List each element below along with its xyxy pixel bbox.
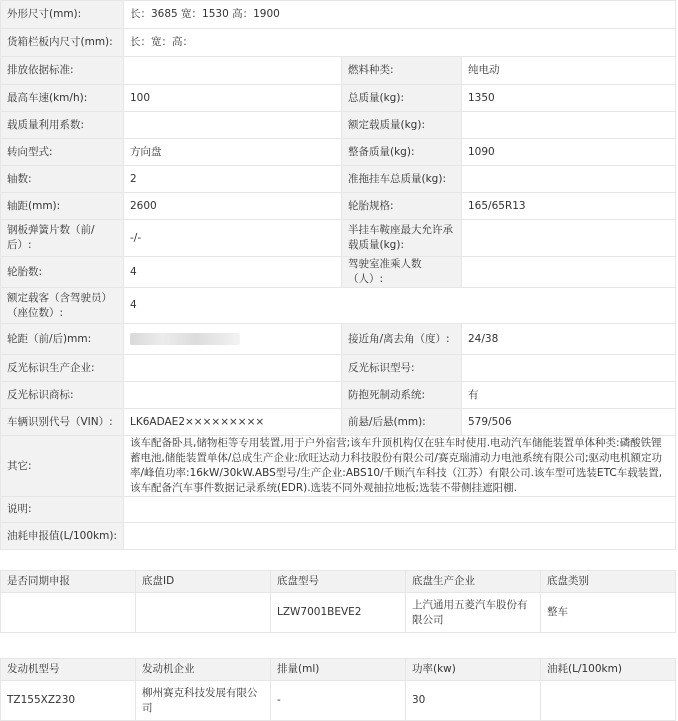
spec-row xyxy=(1,139,676,166)
spec-label: 总质量(kg): xyxy=(342,85,462,112)
spec-row xyxy=(1,112,676,139)
spec-label: 轮距（前/后)mm: xyxy=(1,324,124,355)
spec-row xyxy=(1,1,676,29)
engine-header: 功率(kw) xyxy=(406,659,541,681)
spec-value: 2 xyxy=(124,166,342,193)
engine-header: 发动机企业 xyxy=(136,659,271,681)
chassis-cell: 上汽通用五菱汽车股份有限公司 xyxy=(406,593,541,633)
spec-value xyxy=(462,257,676,288)
spec-value: 4 xyxy=(124,257,342,288)
spec-value: 1350 xyxy=(462,85,676,112)
spec-label: 外形尺寸(mm): xyxy=(1,1,124,29)
spec-value xyxy=(462,220,676,257)
spec-row xyxy=(1,497,676,523)
spec-value: 100 xyxy=(124,85,342,112)
spec-label: 排放依据标准: xyxy=(1,57,124,85)
spec-row xyxy=(1,523,676,550)
engine-table xyxy=(0,658,676,721)
engine-header: 油耗(L/100km) xyxy=(541,659,676,681)
engine-data-row xyxy=(1,681,676,721)
spec-label: 最高车速(km/h): xyxy=(1,85,124,112)
spec-value: 该车配备卧具,储物柜等专用装置,用于户外宿营;该车升顶机构仅在驻车时使用.电动汽车储能装置单体种类:磷酸铁锂蓄电池,储能装置单体/总成生产企业:欣旺达动力科技股份有限公司/赛克瑞浦动力电池系统有限公司;驱动电机额定功率/峰值功率:16kW/30kW.ABS型号/生产企业:ABS10/千顾汽车科技（江苏）有限公司.该车型可选装ETC车载装置,该车配备汽车事件数据记录系统(EDR).选装不同外观抽拉地板;选装不带侧挂遮阳棚. xyxy=(124,436,676,497)
spec-label: 轮胎规格: xyxy=(342,193,462,220)
spec-label: 接近角/离去角（度）: xyxy=(342,324,462,355)
chassis-header: 底盘生产企业 xyxy=(406,571,541,593)
spec-value xyxy=(462,112,676,139)
spec-label: 防抱死制动系统: xyxy=(342,382,462,409)
spec-value: LK6ADAE2××××××××× xyxy=(124,409,342,436)
engine-cell: TZ155XZ230 xyxy=(1,681,136,721)
spec-label: 说明: xyxy=(1,497,124,523)
spec-label: 油耗申报值(L/100km): xyxy=(1,523,124,550)
spec-row xyxy=(1,288,676,324)
spec-value: 1090 xyxy=(462,139,676,166)
chassis-header: 底盘型号 xyxy=(271,571,406,593)
spec-value xyxy=(124,324,342,355)
spec-value: -/- xyxy=(124,220,342,257)
spec-row xyxy=(1,220,676,257)
engine-header-row xyxy=(1,659,676,681)
redacted-value xyxy=(130,333,240,345)
engine-cell: - xyxy=(271,681,406,721)
spec-label: 轴距(mm): xyxy=(1,193,124,220)
spec-label: 钢板弹簧片数（前/后）: xyxy=(1,220,124,257)
spec-row xyxy=(1,382,676,409)
spec-row xyxy=(1,436,676,497)
chassis-header: 是否同期申报 xyxy=(1,571,136,593)
spec-value xyxy=(124,355,342,382)
spec-row xyxy=(1,85,676,112)
chassis-data-row xyxy=(1,593,676,633)
spec-value xyxy=(462,166,676,193)
spec-label: 半挂车鞍座最大允许承载质量(kg): xyxy=(342,220,462,257)
spec-label: 其它: xyxy=(1,436,124,497)
spec-value: 165/65R13 xyxy=(462,193,676,220)
spec-label: 前悬/后悬(mm): xyxy=(342,409,462,436)
chassis-table xyxy=(0,570,676,633)
engine-cell: 柳州赛克科技发展有限公司 xyxy=(136,681,271,721)
spec-label: 额定载质量(kg): xyxy=(342,112,462,139)
spec-label: 额定载客（含驾驶员）（座位数）: xyxy=(1,288,124,324)
spec-value: 方向盘 xyxy=(124,139,342,166)
spec-row xyxy=(1,166,676,193)
spec-label: 反光标识型号: xyxy=(342,355,462,382)
chassis-header-row xyxy=(1,571,676,593)
spec-value: 579/506 xyxy=(462,409,676,436)
spec-label: 反光标识商标: xyxy=(1,382,124,409)
chassis-header: 底盘ID xyxy=(136,571,271,593)
spec-label: 整备质量(kg): xyxy=(342,139,462,166)
spec-row xyxy=(1,29,676,57)
spec-value xyxy=(462,355,676,382)
spec-value: 长：宽：高： xyxy=(124,29,676,57)
spec-value xyxy=(124,523,676,550)
spec-value xyxy=(124,112,342,139)
spec-row xyxy=(1,257,676,288)
chassis-cell: LZW7001BEVE2 xyxy=(271,593,406,633)
engine-header: 发动机型号 xyxy=(1,659,136,681)
spec-value: 纯电动 xyxy=(462,57,676,85)
engine-header: 排量(ml) xyxy=(271,659,406,681)
spec-label: 驾驶室准乘人数（人）: xyxy=(342,257,462,288)
spec-value xyxy=(124,382,342,409)
spec-value: 24/38 xyxy=(462,324,676,355)
spec-label: 货箱栏板内尺寸(mm): xyxy=(1,29,124,57)
spec-row xyxy=(1,193,676,220)
spec-label: 轴数: xyxy=(1,166,124,193)
chassis-cell xyxy=(136,593,271,633)
spec-value: 4 xyxy=(124,288,676,324)
spec-row xyxy=(1,324,676,355)
spec-label: 轮胎数: xyxy=(1,257,124,288)
spec-value xyxy=(124,497,676,523)
spec-value: 长：3685 宽：1530 高：1900 xyxy=(124,1,676,29)
chassis-cell xyxy=(1,593,136,633)
spec-value xyxy=(124,57,342,85)
engine-cell xyxy=(541,681,676,721)
chassis-cell: 整车 xyxy=(541,593,676,633)
spec-label: 燃料种类: xyxy=(342,57,462,85)
spec-row xyxy=(1,409,676,436)
engine-cell: 30 xyxy=(406,681,541,721)
spec-label: 载质量利用系数: xyxy=(1,112,124,139)
spec-value: 有 xyxy=(462,382,676,409)
spec-label: 转向型式: xyxy=(1,139,124,166)
spec-label: 反光标识生产企业: xyxy=(1,355,124,382)
spec-row xyxy=(1,355,676,382)
spec-value: 2600 xyxy=(124,193,342,220)
spec-label: 车辆识别代号（VIN）: xyxy=(1,409,124,436)
spec-row xyxy=(1,57,676,85)
chassis-header: 底盘类别 xyxy=(541,571,676,593)
spec-label: 准拖挂车总质量(kg): xyxy=(342,166,462,193)
